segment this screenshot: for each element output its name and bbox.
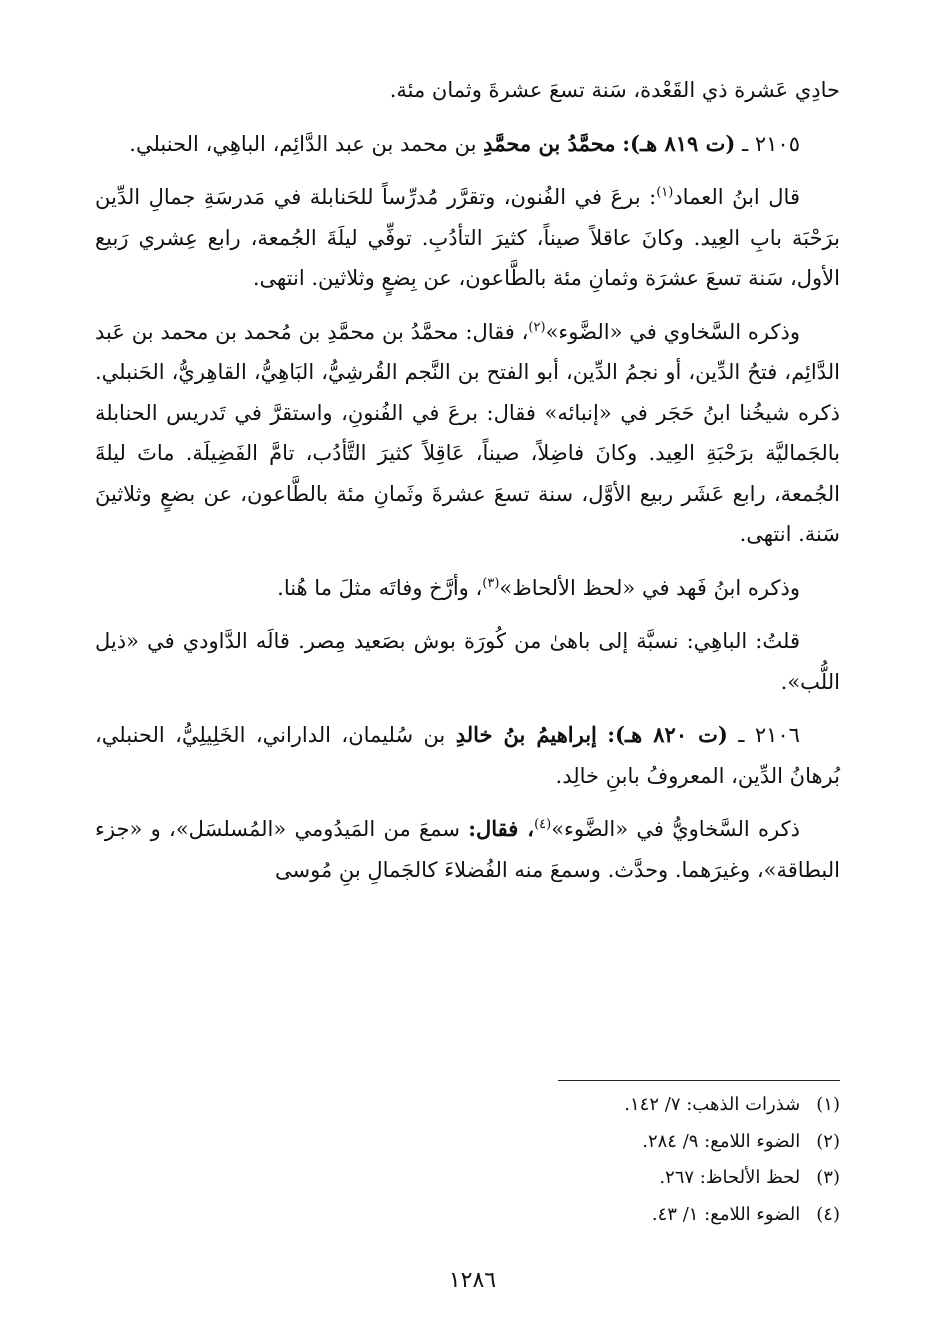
paragraph-lead: وذكره السَّخاوي في «الضَّوء» — [545, 319, 800, 344]
footnote-number: (٢) — [816, 1130, 840, 1152]
footnote-ref[interactable]: (١) — [656, 185, 674, 200]
death-date: (ت ٨١٩ هـ): — [622, 130, 736, 156]
footnote-text: الضوء اللامع: ٩/ ٢٨٤. — [642, 1130, 801, 1152]
footnote-divider — [558, 1080, 840, 1081]
paragraph-text: : برعَ في الفُنون، وتقرَّر مُدرِّساً للحَنابلة في مَدرسَةِ جمالِ الدِّين برَحْبَة بابِ العِيد. وكانَ عاقلاً صيناً، كثيرَ التأدُبِ. توفِّي ليلَةَ الجُمعة، رابع عِشري رَبيع الأول، سَنة تسعَ عشرَة وثمانِ مئة بالطَّاعون، عن بِضعٍ وثلاثين. انتهى. — [95, 185, 840, 290]
footnote-text: الضوء اللامع: ١/ ٤٣. — [651, 1203, 801, 1225]
paragraph-text: قلتُ: الباهِي: نسبَّة إلى باهىٰ من كُورَة بوش بصَعيد مِصر. قالَه الدَّاودي في «ذيل اللُّب». — [95, 629, 840, 694]
paragraph-text: ، فقال: محمَّدُ بن محمَّدِ بن مُحمد بن محمد بن عَبد الدَّائِم، فتحُ الدِّين، أو نجمُ الدِّين، أبو الفتح بن النَّجم القُرشِيُّ، البَاهِيُّ، القاهِريُّ، الحَنبلي. ذكره شيخُنا ابنُ حَجَر في «إنبائه» فقال: برعَ في الفُنونِ، واستقرَّ في تَدريس الحنابلة بالجَماليَّة برَحْبَةِ العِيد. وكانَ فاضِلاً، صيناً، عَاقِلاً كثيرَ التَّأدُب، تامَّ الفَضِيلَة. ماتَ ليلةَ الجُمعة، رابع عَشَر ربيع الأوَّل، سنة تسعَ عشرةَ وثَمانِ مئة بالطَّاعون، عن بضعٍ وثلاثينَ سَنة. انتهى. — [95, 319, 840, 546]
paragraph-ibn-fahd — [95, 568, 840, 609]
main-text — [95, 70, 840, 903]
entry-2106 — [95, 715, 840, 796]
paragraph-lead: قال ابنُ العماد — [673, 185, 800, 209]
entry-lineage: بن محمد بن عبد الدَّائِم، الباهِي، الحنبلي. — [129, 131, 477, 156]
page-number: ١٢٨٦ — [448, 1268, 497, 1293]
footnotes — [340, 1087, 840, 1233]
entry-name: إبراهيمُ بنُ خالدِ — [455, 722, 597, 747]
death-date: (ت ٨٢٠ هـ): — [607, 722, 728, 747]
footnote-item — [340, 1160, 840, 1197]
paragraph-text: ، وأرَّخ وفاتَه مثلَ ما هُنا. — [277, 575, 483, 600]
footnote-item — [340, 1124, 840, 1161]
paragraph-lead: ذكره السَّخاويُّ في «الضَّوء» — [551, 817, 800, 841]
paragraph-text: حادِي عَشرة ذي القَعْدة، سَنة تسعَ عشرةَ وثمان مئة. — [389, 78, 840, 102]
entry-number: ٢١٠٥ ـ — [742, 131, 800, 156]
footnote-ref[interactable]: (٣) — [482, 575, 500, 591]
footnote-number: (٣) — [816, 1167, 840, 1188]
entry-name: محمَّدُ بن محمَّدِ — [483, 130, 616, 156]
paragraph-note — [95, 621, 840, 702]
entry-lineage: بن سُليمان، الداراني، الخَلِيلِيُّ، الحنبلي، بُرهانُ الدِّين، المعروفُ بابنِ خالِد. — [95, 723, 840, 788]
footnote-item — [340, 1087, 840, 1124]
paragraph-text: سمعَ من المَيدُومي «المُسلسَل»، و «جزء البطاقة»، وغيرَهما. وحدَّث. وسمعَ منه الفُضلاءَ كالجَمالِ بنِ مُوسى — [95, 817, 840, 882]
footnote-number: (٤) — [816, 1203, 840, 1225]
footnote-text: شذرات الذهب: ٧/ ١٤٢. — [624, 1094, 801, 1115]
paragraph-sakhawi — [95, 312, 840, 555]
footnote-text: لحظ الألحاظ: ٢٦٧. — [659, 1167, 801, 1188]
paragraph-lead: وذكره ابنُ فَهد في «لحظ الألحاظ» — [499, 575, 800, 600]
paragraph-ibn-alimad — [95, 177, 840, 299]
entry-2105 — [95, 124, 840, 165]
footnote-number: (١) — [816, 1094, 840, 1115]
footnote-ref[interactable]: (٢) — [528, 319, 546, 335]
paragraph-sakhawi-2 — [95, 809, 840, 890]
paragraph-keyword: ، فقال: — [468, 816, 535, 841]
entry-number: ٢١٠٦ ـ — [738, 723, 800, 747]
paragraph-continuation — [95, 70, 840, 111]
footnote-ref[interactable]: (٤) — [534, 817, 552, 832]
footnote-item — [340, 1197, 840, 1234]
